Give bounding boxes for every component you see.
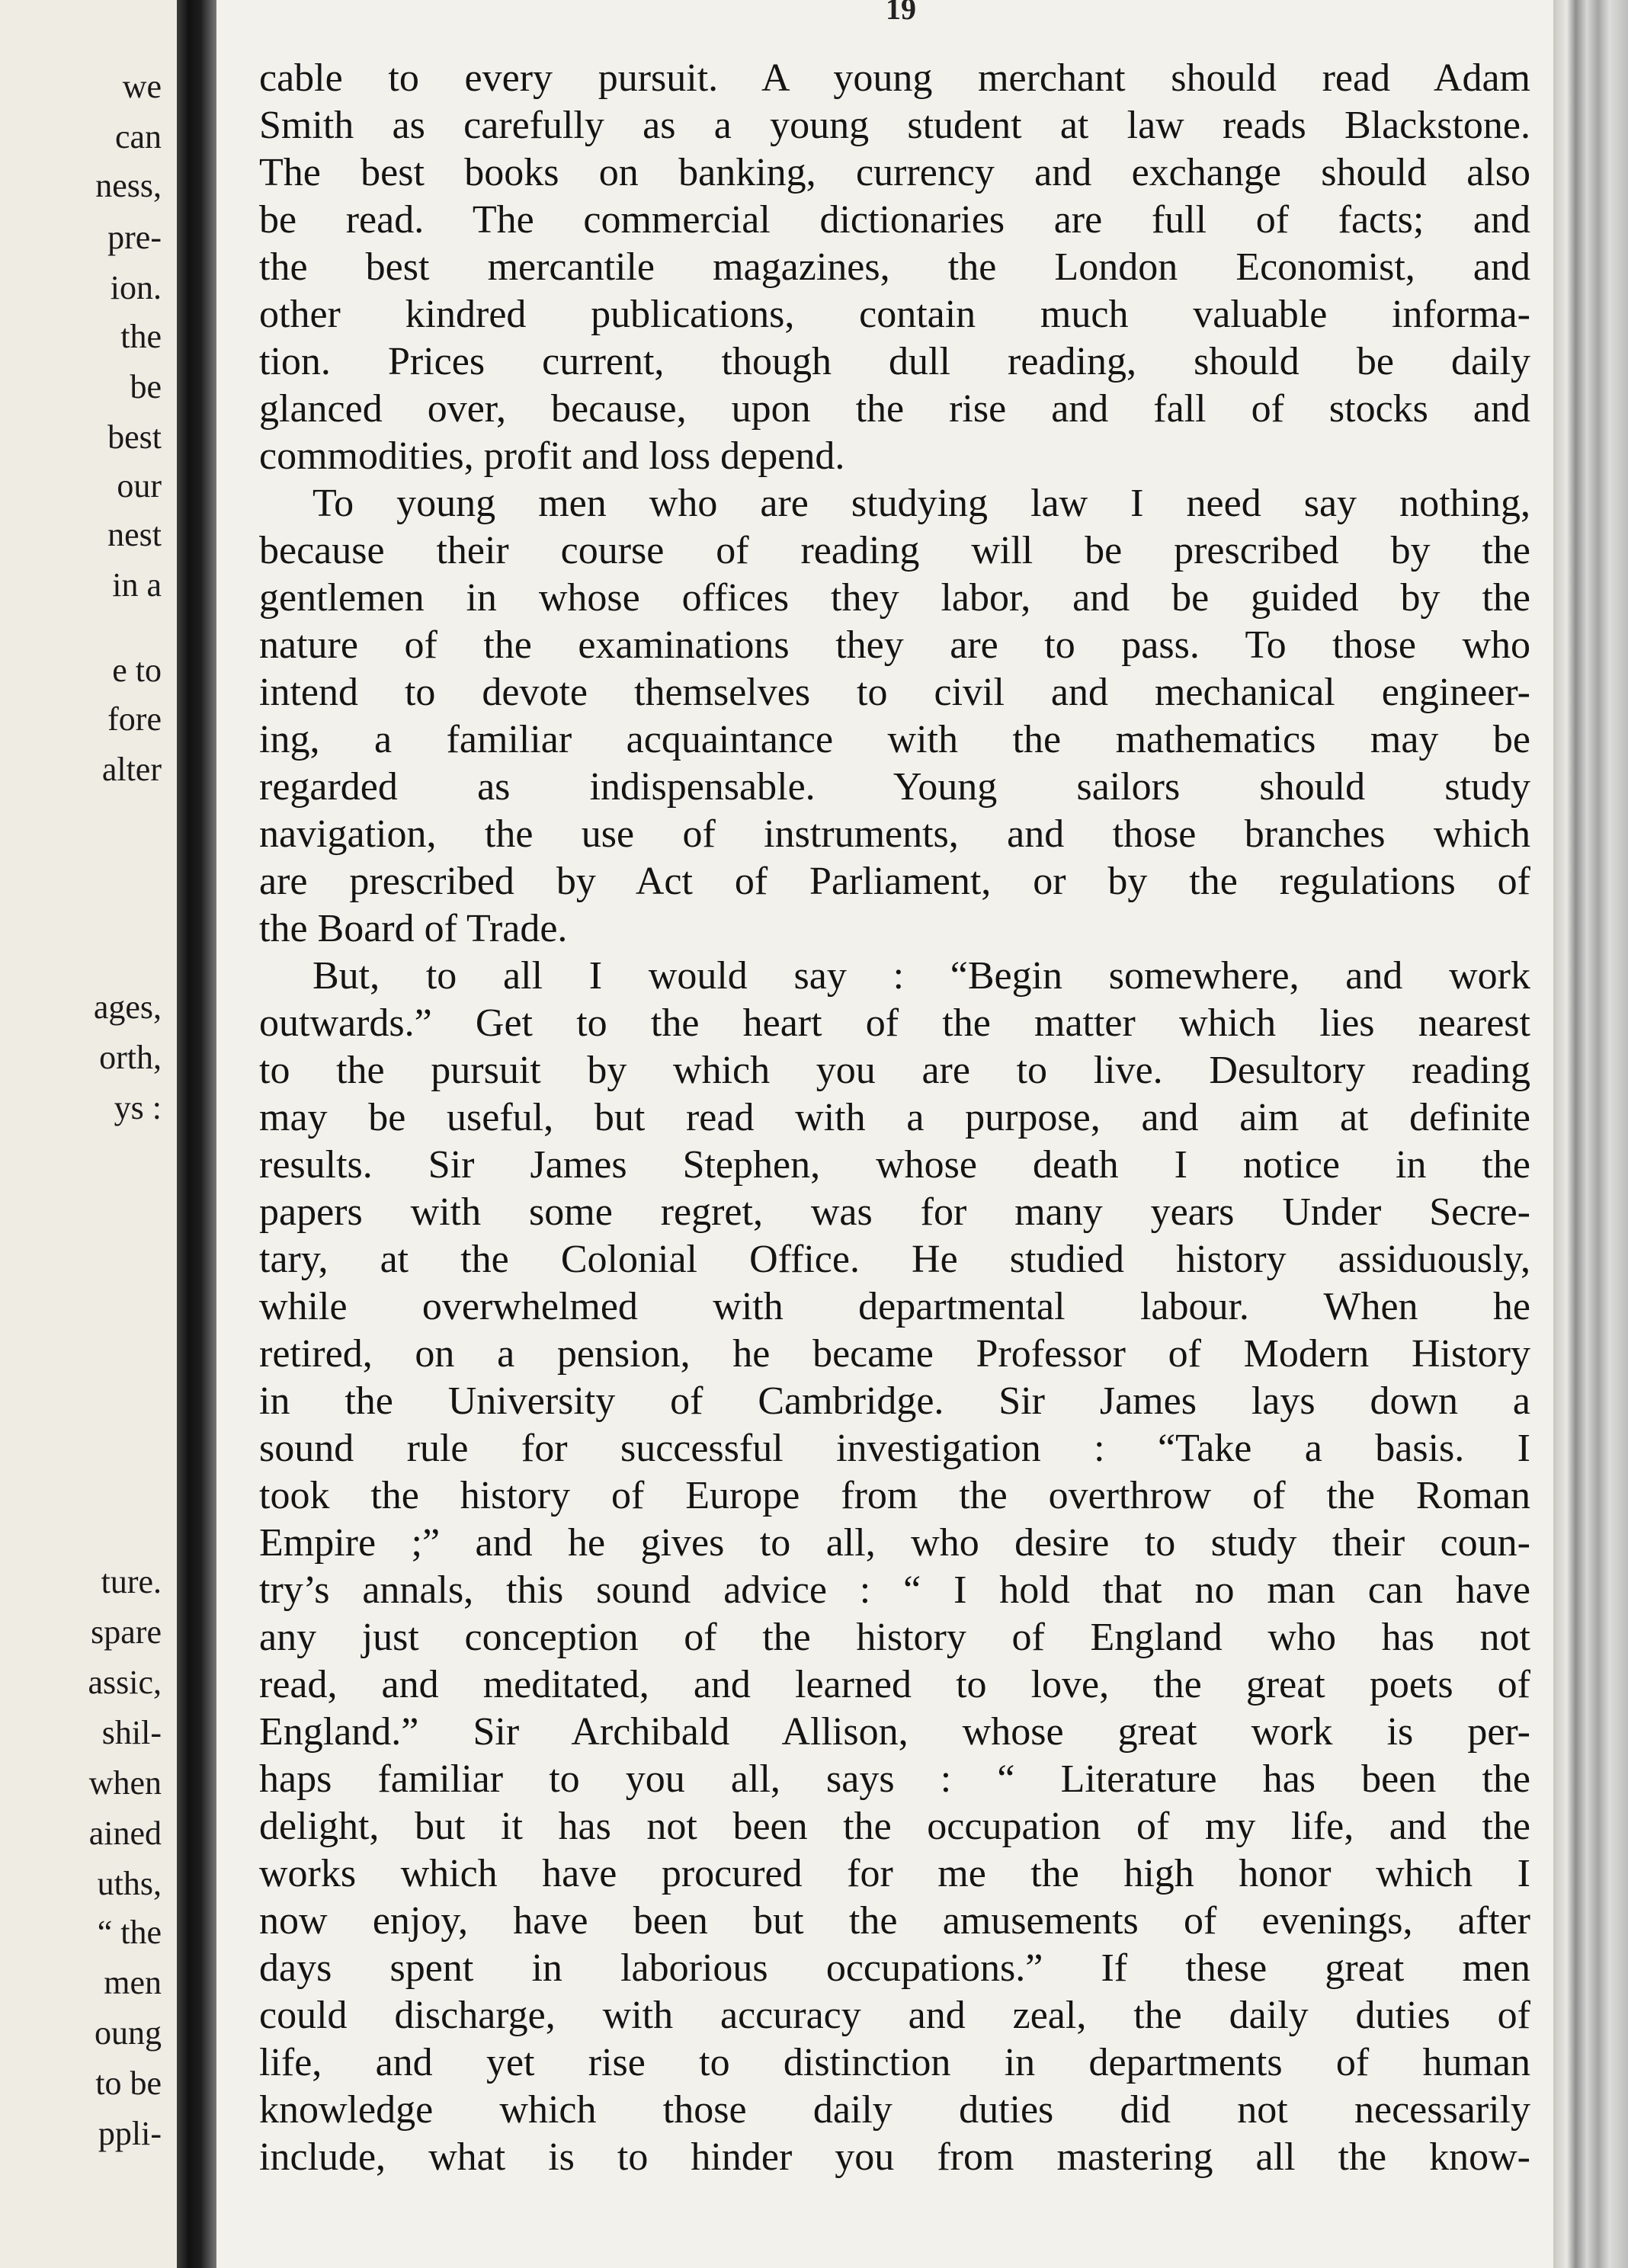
text-line: But, to all I would say : “Begin somewhere, and work	[312, 954, 1530, 998]
left-page-text-fragment: when	[88, 1764, 162, 1802]
left-page-text-fragment: “ the	[97, 1914, 162, 1951]
text-line: commodities, profit and loss depend.	[259, 434, 845, 478]
left-page-text-fragment: nest	[107, 516, 162, 553]
text-line: other kindred publications, contain much valuable informa-	[259, 293, 1530, 336]
left-page-text-fragment: ys :	[114, 1089, 162, 1126]
left-page-text-fragment: we	[122, 68, 162, 105]
text-line: regarded as indispensable. Young sailors should study	[259, 765, 1530, 809]
left-page-text-fragment: be	[130, 368, 162, 405]
left-page-text-fragment: ture.	[101, 1563, 162, 1600]
left-page-text-fragment: spare	[91, 1613, 162, 1651]
text-line: nature of the examinations they are to pass. To those who	[259, 623, 1530, 667]
text-line: The best books on banking, currency and exchange should also	[259, 151, 1530, 194]
left-page-text-fragment: shil-	[101, 1714, 162, 1751]
text-line: be read. The commercial dictionaries are full of facts; and	[259, 198, 1530, 242]
text-line: any just conception of the history of England who has not	[259, 1616, 1530, 1659]
left-page-text-fragment: our	[117, 467, 162, 505]
text-line: could discharge, with accuracy and zeal, the daily duties of	[259, 1994, 1530, 2037]
text-line: in the University of Cambridge. Sir James lays down a	[259, 1379, 1530, 1423]
text-line: papers with some regret, was for many years Under Secre-	[259, 1190, 1530, 1234]
page-number: 19	[886, 0, 916, 26]
text-line: delight, but it has not been the occupation of my life, and the	[259, 1805, 1530, 1848]
text-line: to the pursuit by which you are to live. Desultory reading	[259, 1049, 1530, 1092]
text-line: tary, at the Colonial Office. He studied history assiduously,	[259, 1238, 1530, 1281]
text-line: include, what is to hinder you from mastering all the know-	[259, 2135, 1530, 2179]
text-line: try’s annals, this sound advice : “ I hold that no man can have	[259, 1568, 1530, 1612]
text-line: glanced over, because, upon the rise and fall of stocks and	[259, 387, 1530, 431]
text-line: intend to devote themselves to civil and mechanical engineer-	[259, 671, 1530, 714]
text-line: while overwhelmed with departmental labour. When he	[259, 1285, 1530, 1328]
text-line: Smith as carefully as a young student at law reads Blackstone.	[259, 104, 1530, 147]
page-edge	[1553, 0, 1628, 2268]
text-line: read, and meditated, and learned to love, the great poets of	[259, 1663, 1530, 1706]
left-page-text-fragment: best	[107, 418, 162, 456]
left-page-text-fragment: ppli-	[98, 2115, 162, 2152]
text-line: knowledge which those daily duties did not necessarily	[259, 2088, 1530, 2132]
body-text	[259, 55, 1530, 2181]
text-line: the best mercantile magazines, the London Economist, and	[259, 245, 1530, 289]
left-page-text-fragment: fore	[107, 700, 162, 738]
text-line: life, and yet rise to distinction in departments of human	[259, 2041, 1530, 2084]
text-line: navigation, the use of instruments, and those branches which	[259, 812, 1530, 856]
text-line: tion. Prices current, though dull reading, should be daily	[259, 340, 1530, 383]
text-line: sound rule for successful investigation : “Take a basis. I	[259, 1427, 1530, 1470]
text-line: results. Sir James Stephen, whose death I notice in the	[259, 1143, 1530, 1187]
text-line: England.” Sir Archibald Allison, whose great work is per-	[259, 1710, 1530, 1754]
left-page-text-fragment: the	[120, 318, 162, 355]
text-line: took the history of Europe from the overthrow of the Roman	[259, 1474, 1530, 1517]
left-page-text-fragment: uths,	[97, 1865, 162, 1902]
text-line: gentlemen in whose offices they labor, and be guided by the	[259, 576, 1530, 620]
text-line: now enjoy, have been but the amusements of evenings, after	[259, 1899, 1530, 1943]
text-line: are prescribed by Act of Parliament, or by the regulations of	[259, 860, 1530, 903]
left-page-text-fragment: pre-	[107, 219, 162, 256]
left-page-text-fragment: oung	[95, 2014, 162, 2052]
left-page-text-fragment: ion.	[110, 269, 162, 306]
text-line: the Board of Trade.	[259, 907, 568, 950]
text-line: haps familiar to you all, says : “ Literature has been the	[259, 1757, 1530, 1801]
text-line: To young men who are studying law I need say nothing,	[312, 482, 1530, 525]
left-page-text-fragment: e to	[112, 652, 162, 689]
text-line: may be useful, but read with a purpose, and aim at definite	[259, 1096, 1530, 1139]
book-gutter	[177, 0, 216, 2268]
left-page-text-fragment: ained	[88, 1815, 162, 1852]
left-page-text-fragment: ness,	[95, 167, 162, 204]
left-page-text-fragment: alter	[101, 751, 162, 788]
text-line: days spent in laborious occupations.” If these great men	[259, 1946, 1530, 1990]
left-page-text-fragment: orth,	[99, 1039, 162, 1076]
left-page-text-fragment: to be	[95, 2065, 162, 2102]
text-line: retired, on a pension, he became Professor of Modern History	[259, 1332, 1530, 1376]
left-page-text-fragment: ages,	[93, 988, 162, 1026]
text-line: works which have procured for me the high honor which I	[259, 1852, 1530, 1895]
text-line: cable to every pursuit. A young merchant should read Adam	[259, 56, 1530, 100]
text-line: Empire ;” and he gives to all, who desire to study their coun-	[259, 1521, 1530, 1565]
left-page-text-fragment: men	[104, 1964, 162, 2001]
left-page-fragment	[0, 0, 177, 2268]
text-line: outwards.” Get to the heart of the matter which lies nearest	[259, 1001, 1530, 1045]
text-line: because their course of reading will be prescribed by the	[259, 529, 1530, 572]
left-page-text-fragment: in a	[112, 566, 162, 604]
left-page-text-fragment: can	[114, 118, 162, 155]
left-page-text-fragment: assic,	[88, 1664, 162, 1701]
text-line: ing, a familiar acquaintance with the mathematics may be	[259, 718, 1530, 761]
